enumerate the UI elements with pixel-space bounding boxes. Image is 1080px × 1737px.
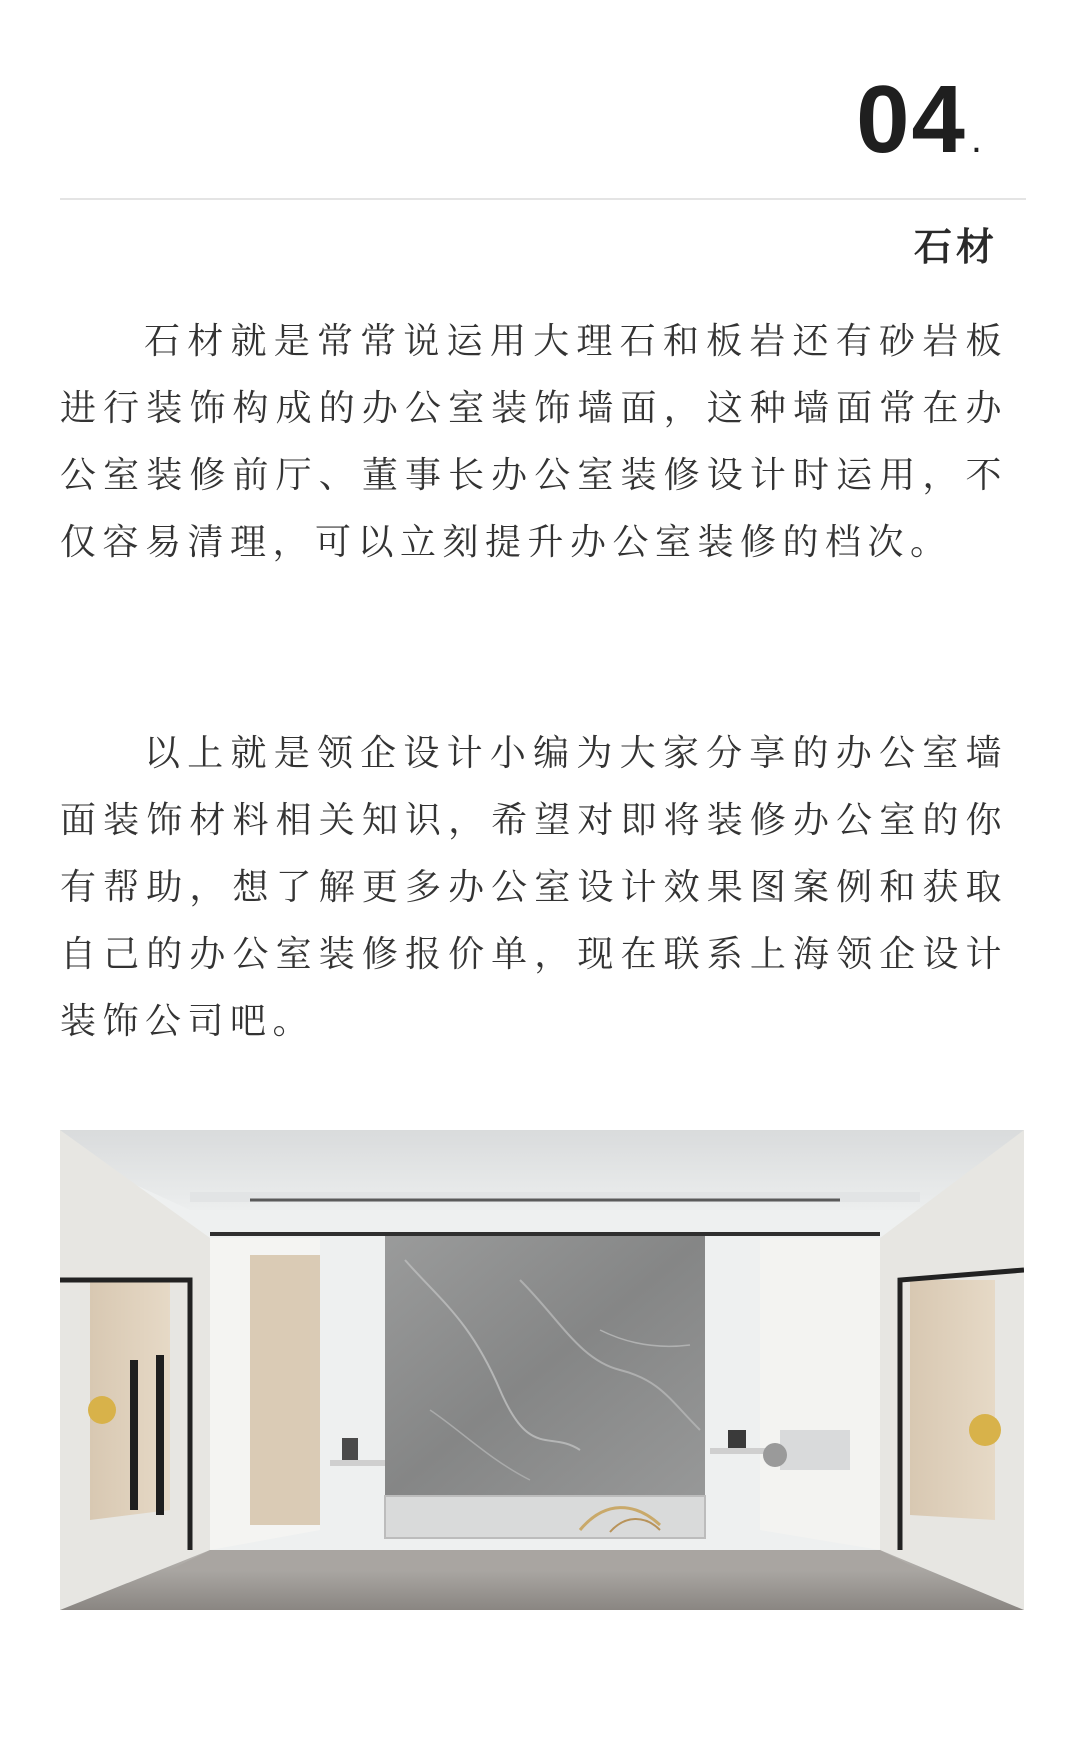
section-number-value: 04 <box>856 66 967 173</box>
section-title: 石材 <box>913 225 998 269</box>
office-lobby-marble-wall-image <box>60 1130 1024 1610</box>
body-paragraph-1: 石材就是常常说运用大理石和板岩还有砂岩板进行装饰构成的办公室装饰墙面，这种墙面常在办公室装修前厅、董事长办公室装修设计时运用，不仅容易清理，可以立刻提升办公室装修的档次。 <box>60 321 1008 563</box>
section-number <box>856 66 984 173</box>
section-number-suffix: . <box>970 117 984 161</box>
body-paragraph-2: 以上就是领企设计小编为大家分享的办公室墙面装饰材料相关知识，希望对即将装修办公室的你有帮助，想了解更多办公室设计效果图案例和获取自己的办公室装修报价单，现在联系上海领企设计装饰公司吧。 <box>60 733 1008 1042</box>
section-divider <box>60 198 1026 200</box>
